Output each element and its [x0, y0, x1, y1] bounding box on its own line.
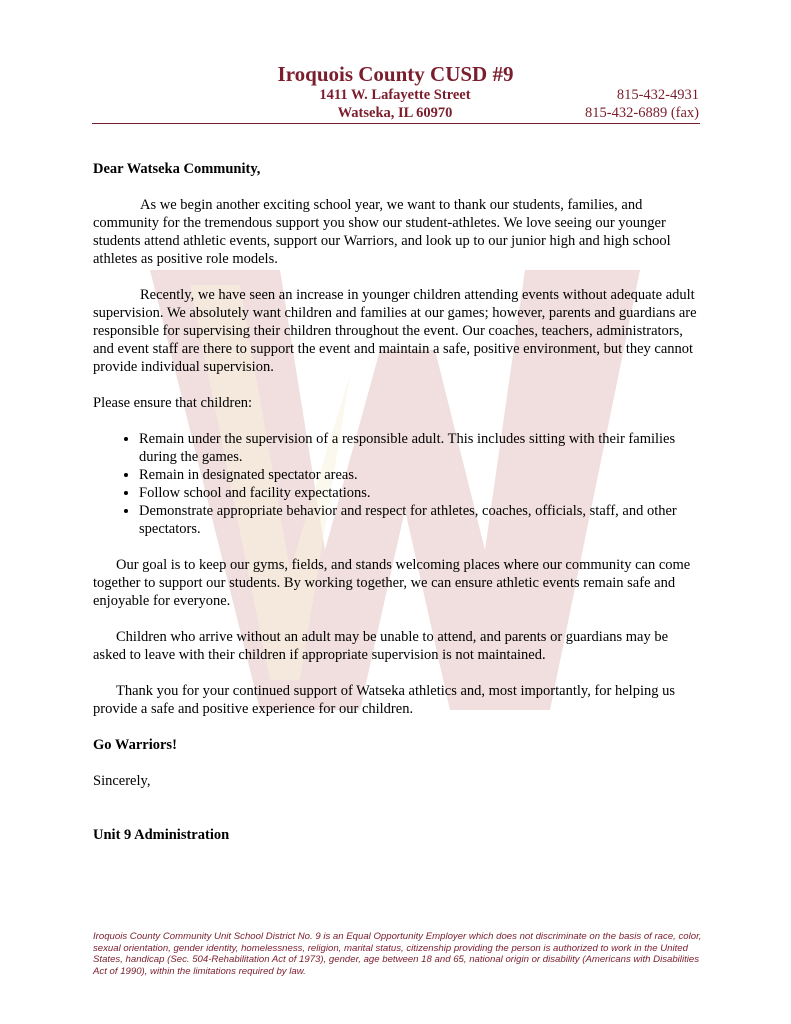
greeting: Dear Watseka Community, [93, 161, 261, 177]
address-line1: 1411 W. Lafayette Street [319, 87, 471, 103]
eeo-disclaimer: Iroquois County Community Unit School District No. 9 is an Equal Opportunity Employer which does not discriminate on the basis of race, color, sexual orientation, gender identity, homelessness, religion, marital status, citizenship providing the person is authorized to work in the United States, handicap (Sec. 504-Rehabilitation Act of 1973), gender, age between 18 and 65, national origin or disability (Americans with Disabilities Act of 1990), within the limitations required by law. [93, 931, 702, 977]
closing: Sincerely, [93, 773, 151, 789]
letter-body [93, 160, 703, 844]
header-divider [92, 123, 700, 124]
paragraph-2: Recently, we have seen an increase in younger children attending events without adequate adult supervision. We absolutely want children and families at our games; however, parents and guardians are responsible for supervising their children throughout the event. Our coaches, teachers, administrators, and event staff are there to support the event and maintain a safe, positive environment, but they cannot provide individual supervision. [93, 287, 697, 375]
list-item: • Remain under the supervision of a responsible adult. This includes sitting with their families during the games. [139, 430, 703, 466]
paragraph-4: Children who arrive without an adult may be unable to attend, and parents or guardians may be asked to leave with their children if appropriate supervision is not maintained. [93, 629, 669, 663]
list-intro: Please ensure that children: [93, 395, 253, 411]
list-item: • Follow school and facility expectations. [139, 484, 703, 502]
signature-space [93, 808, 703, 826]
requirements-list [93, 430, 703, 538]
paragraph-5: Thank you for your continued support of Watseka athletics and, most importantly, for helping us provide a safe and positive experience for our children. [93, 683, 675, 717]
paragraph-1: As we begin another exciting school year, we want to thank our students, families, and community for the tremendous support you show our student-athletes. We love seeing our younger students attend athletic events, support our Warriors, and look up to our junior high and high school athletes as positive role models. [93, 197, 671, 267]
list-item: • Remain in designated spectator areas. [139, 466, 703, 484]
address-line2: Watseka, IL 60970 [337, 105, 453, 121]
org-name: Iroquois County CUSD #9 [277, 62, 514, 86]
signature: Unit 9 Administration [93, 827, 230, 843]
fax-number: 815-432-6889 (fax) [585, 105, 699, 121]
list-item: • Demonstrate appropriate behavior and respect for athletes, coaches, officials, staff, and other spectators. [139, 502, 703, 538]
phone-number: 815-432-4931 [616, 87, 699, 103]
paragraph-3: Our goal is to keep our gyms, fields, and stands welcoming places where our community can come together to support our students. By working together, we can ensure athletic events remain safe and enjoyable for everyone. [93, 557, 691, 609]
cheer-line: Go Warriors! [93, 737, 177, 753]
